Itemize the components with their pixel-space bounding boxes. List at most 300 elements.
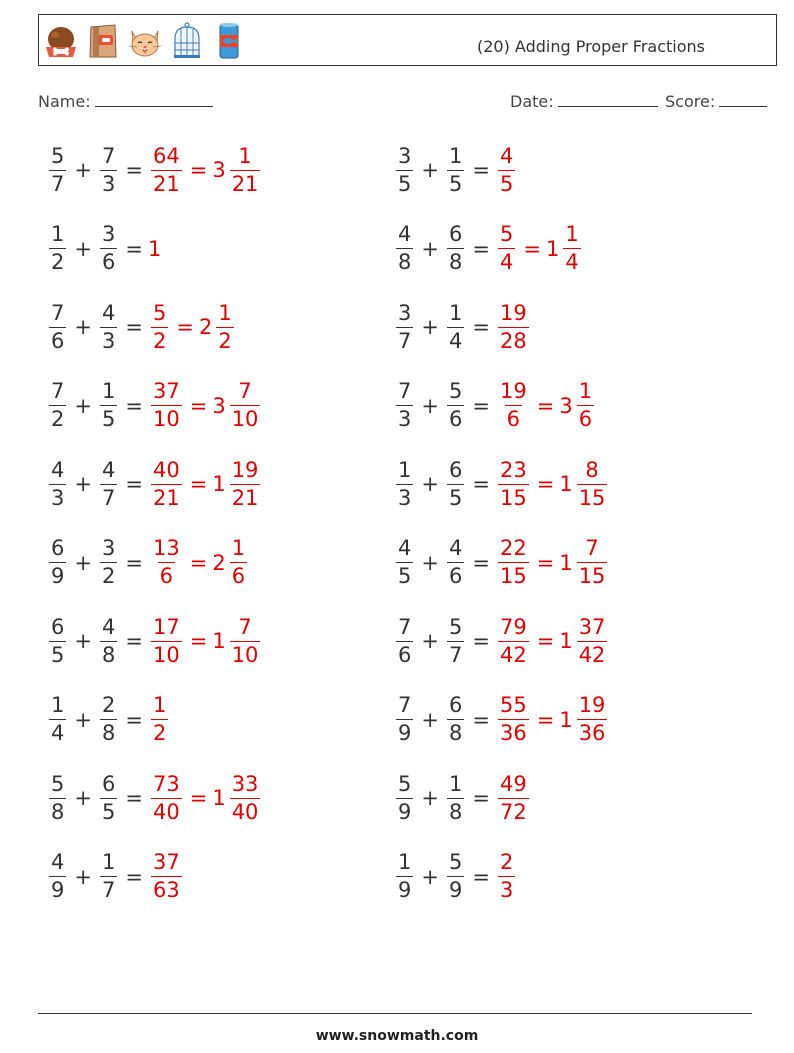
answer-fraction-denominator: 42 (499, 642, 527, 667)
equals-sign: = (125, 786, 143, 810)
answer-fraction-numerator: 55 (499, 693, 527, 717)
plus-sign: + (74, 158, 92, 182)
addend-fraction (396, 614, 413, 667)
answer-fraction (151, 852, 182, 901)
mixed-fraction-denominator: 36 (578, 721, 606, 745)
answer-fraction (151, 695, 168, 744)
answer-fraction-denominator: 10 (152, 407, 180, 431)
equals-sign: = (472, 393, 490, 418)
date-label: Date: (510, 92, 554, 111)
answer-fraction-denominator: 3 (499, 878, 514, 902)
addend-fraction-denominator: 8 (398, 250, 412, 274)
problem-item (46, 533, 250, 593)
addend-fraction-denominator: 7 (448, 642, 463, 667)
problem-item (46, 847, 185, 907)
addend-fraction-denominator: 9 (398, 878, 412, 902)
addend-fraction (49, 852, 66, 901)
addend-fraction (49, 143, 66, 196)
answer-fraction (151, 771, 182, 824)
problem-item (46, 297, 237, 357)
addend-fraction-numerator: 4 (101, 614, 116, 639)
plus-sign: + (421, 707, 439, 732)
mixed-fraction-numerator: 1 (565, 222, 579, 246)
equals-sign: = (189, 158, 208, 182)
plus-sign: + (74, 707, 92, 732)
mixed-fraction-numerator: 1 (238, 143, 252, 168)
addend-fraction (100, 852, 117, 901)
addend-fraction-denominator: 3 (398, 407, 412, 431)
addend-fraction-denominator: 6 (51, 328, 65, 353)
addend-fraction (49, 224, 66, 273)
equals-sign: = (472, 315, 490, 339)
addend-fraction-numerator: 3 (398, 143, 412, 168)
problem-item (46, 454, 263, 514)
equals-sign: = (472, 158, 490, 182)
answer-fraction-denominator: 21 (152, 171, 180, 196)
answer-fraction-denominator: 36 (499, 721, 527, 745)
mixed-fraction-numerator: 19 (231, 457, 259, 482)
addend-fraction-denominator: 9 (398, 799, 412, 824)
addend-fraction-denominator: 8 (448, 250, 463, 274)
plus-sign: + (421, 472, 439, 496)
addend-fraction-numerator: 7 (398, 379, 412, 403)
answer-fraction-denominator: 6 (506, 407, 521, 431)
mixed-fraction (230, 538, 247, 587)
addend-fraction-numerator: 6 (448, 693, 463, 717)
mixed-fraction-numerator: 7 (238, 379, 252, 403)
mixed-whole: 1 (212, 472, 226, 496)
plus-sign: + (421, 864, 439, 889)
addend-fraction (447, 852, 464, 901)
answer (148, 457, 263, 510)
answer-fraction-numerator: 23 (499, 457, 527, 482)
addend-fraction (396, 381, 413, 430)
answer-fraction-denominator: 10 (152, 642, 180, 667)
addend-fraction-numerator: 1 (448, 300, 463, 325)
answer-fraction-numerator: 2 (499, 850, 514, 874)
mixed-whole: 1 (559, 707, 573, 732)
answer-fraction-numerator: 73 (152, 771, 180, 796)
addend-fraction (49, 695, 66, 744)
equals-sign: = (189, 393, 208, 418)
answer-fraction (151, 300, 168, 353)
addend-fraction-numerator: 4 (101, 300, 116, 325)
mixed-fraction-denominator: 10 (231, 407, 259, 431)
mixed-fraction (230, 381, 261, 430)
problem-item (393, 376, 597, 436)
score-label: Score: (665, 92, 716, 111)
addend-fraction (447, 457, 464, 510)
addend-fraction (396, 457, 413, 510)
cat-face-icon (127, 21, 163, 61)
answer-fraction (498, 614, 529, 667)
addend-fraction-denominator: 8 (448, 721, 463, 745)
addend-fraction-numerator: 4 (51, 850, 65, 874)
answer-fraction (151, 614, 182, 667)
addend-fraction (100, 614, 117, 667)
addend-fraction-denominator: 2 (51, 250, 65, 274)
addend-fraction-numerator: 1 (448, 143, 463, 168)
problem-item (46, 690, 171, 750)
addend-fraction-denominator: 5 (398, 171, 412, 196)
addend-fraction-denominator: 6 (398, 642, 412, 667)
mixed-fraction (216, 300, 233, 353)
answer-fraction-numerator: 13 (152, 536, 180, 560)
addend-fraction (49, 300, 66, 353)
addend-fraction-numerator: 6 (101, 771, 116, 796)
addend-fraction (100, 538, 117, 587)
answer-fraction-numerator: 79 (499, 614, 527, 639)
answer-fraction (498, 852, 515, 901)
equals-sign: = (125, 550, 143, 575)
problem-item (393, 454, 610, 514)
equals-sign: = (536, 472, 555, 496)
equals-sign: = (189, 786, 208, 810)
problem-item (393, 140, 518, 200)
answer (495, 771, 532, 824)
addend-fraction-denominator: 3 (101, 328, 116, 353)
addend-fraction-numerator: 6 (448, 222, 463, 246)
answer-fraction-numerator: 5 (152, 300, 167, 325)
addend-fraction-numerator: 5 (398, 771, 412, 796)
problem-item (393, 611, 610, 671)
mixed-fraction-denominator: 2 (218, 328, 232, 353)
addend-fraction (100, 695, 117, 744)
problem-item (393, 768, 532, 828)
equals-sign: = (125, 629, 143, 653)
addend-fraction-numerator: 7 (398, 614, 412, 639)
addend-fraction-numerator: 7 (51, 300, 65, 325)
plus-sign: + (74, 236, 92, 261)
mixed-whole: 2 (212, 550, 226, 575)
problem-item (46, 768, 263, 828)
bird-cage-icon (169, 21, 205, 61)
plus-sign: + (74, 315, 92, 339)
fish-food-can-icon (211, 21, 247, 61)
problem-item (393, 690, 610, 750)
answer-fraction (151, 381, 182, 430)
mixed-fraction-denominator: 15 (578, 564, 606, 588)
answer (148, 852, 185, 901)
addend-fraction-denominator: 6 (448, 407, 463, 431)
answer (495, 381, 597, 430)
answer (495, 457, 610, 510)
answer-fraction-numerator: 17 (152, 614, 180, 639)
score-blank[interactable] (719, 92, 767, 107)
mixed-fraction-numerator: 7 (238, 614, 252, 639)
addend-fraction-numerator: 4 (101, 457, 116, 482)
plus-sign: + (421, 393, 439, 418)
answer (495, 852, 518, 901)
addend-fraction (447, 695, 464, 744)
addend-fraction-numerator: 6 (51, 536, 65, 560)
worksheet-title: (20) Adding Proper Fractions (477, 37, 705, 56)
answer-fraction (498, 538, 529, 587)
answer-fraction-numerator: 1 (152, 693, 167, 717)
mixed-fraction-numerator: 1 (218, 300, 232, 325)
equals-sign: = (189, 472, 208, 496)
answer-fraction-numerator: 22 (499, 536, 527, 560)
answer-fraction-denominator: 4 (499, 250, 514, 274)
addend-fraction-denominator: 5 (101, 799, 116, 824)
mixed-fraction-denominator: 21 (231, 485, 259, 510)
addend-fraction (100, 300, 117, 353)
addend-fraction-numerator: 5 (448, 614, 463, 639)
addend-fraction-denominator: 6 (448, 564, 463, 588)
addend-fraction-denominator: 8 (51, 799, 65, 824)
name-label: Name: (38, 92, 91, 111)
equals-sign: = (472, 472, 490, 496)
addend-fraction-numerator: 5 (448, 850, 463, 874)
addend-fraction-denominator: 7 (51, 171, 65, 196)
addend-fraction-numerator: 6 (51, 614, 65, 639)
answer-fraction-denominator: 63 (152, 878, 180, 902)
mixed-fraction-denominator: 10 (231, 642, 259, 667)
plus-sign: + (421, 236, 439, 261)
addend-fraction-denominator: 2 (101, 564, 116, 588)
header-icons (43, 19, 247, 63)
addend-fraction (447, 538, 464, 587)
mixed-fraction-numerator: 1 (231, 536, 246, 560)
mixed-fraction (577, 538, 608, 587)
addend-fraction-denominator: 5 (51, 642, 65, 667)
addend-fraction-denominator: 3 (398, 485, 412, 510)
answer (148, 538, 250, 587)
addend-fraction-numerator: 5 (448, 379, 463, 403)
dog-food-bowl-icon (43, 21, 79, 61)
addend-fraction-denominator: 8 (448, 799, 463, 824)
addend-fraction-denominator: 4 (51, 721, 65, 745)
answer-fraction (498, 143, 515, 196)
equals-sign: = (472, 707, 490, 732)
addend-fraction-denominator: 7 (101, 878, 116, 902)
plus-sign: + (74, 786, 92, 810)
footer-divider (38, 1013, 752, 1014)
answer-fraction-denominator: 21 (152, 485, 180, 510)
name-blank[interactable] (95, 92, 213, 107)
equals-sign: = (125, 236, 143, 261)
addend-fraction (447, 614, 464, 667)
addend-fraction (396, 300, 413, 353)
addend-fraction (396, 538, 413, 587)
plus-sign: + (421, 786, 439, 810)
addend-fraction-denominator: 7 (101, 485, 116, 510)
mixed-whole: 1 (559, 629, 573, 653)
score-field (665, 92, 767, 111)
addend-fraction (396, 143, 413, 196)
mixed-whole: 3 (559, 393, 573, 418)
answer-fraction (498, 381, 529, 430)
addend-fraction (447, 224, 464, 273)
addend-fraction-denominator: 3 (101, 171, 116, 196)
answer (495, 695, 610, 744)
mixed-fraction-denominator: 4 (565, 250, 579, 274)
mixed-fraction-numerator: 33 (231, 771, 259, 796)
addend-fraction-numerator: 1 (398, 457, 412, 482)
mixed-fraction-numerator: 1 (578, 379, 593, 403)
equals-sign: = (472, 786, 490, 810)
answer-fraction-denominator: 2 (152, 721, 167, 745)
problem-item (393, 219, 584, 279)
equals-sign: = (472, 236, 490, 261)
addend-fraction (447, 771, 464, 824)
addend-fraction (49, 457, 66, 510)
mixed-fraction-numerator: 7 (585, 536, 599, 560)
addend-fraction (100, 457, 117, 510)
plus-sign: + (421, 629, 439, 653)
date-field (510, 92, 658, 111)
answer-fraction-denominator: 6 (159, 564, 174, 588)
addend-fraction-numerator: 7 (51, 379, 65, 403)
answer-fraction-denominator: 72 (499, 799, 527, 824)
equals-sign: = (125, 707, 143, 732)
answer-fraction-numerator: 19 (499, 379, 527, 403)
addend-fraction-numerator: 4 (51, 457, 65, 482)
answer-fraction-denominator: 2 (152, 328, 167, 353)
equals-sign: = (536, 550, 555, 575)
equals-sign: = (536, 707, 555, 732)
footer-url: www.snowmath.com (315, 1028, 479, 1044)
addend-fraction-denominator: 8 (101, 642, 116, 667)
plus-sign: + (421, 315, 439, 339)
addend-fraction-numerator: 1 (448, 771, 463, 796)
equals-sign: = (189, 550, 208, 575)
addend-fraction-denominator: 6 (101, 250, 116, 274)
equals-sign: = (189, 629, 208, 653)
equals-sign: = (125, 393, 143, 418)
addend-fraction (100, 143, 117, 196)
addend-fraction-denominator: 3 (51, 485, 65, 510)
addend-fraction-denominator: 9 (51, 564, 65, 588)
answer-fraction-numerator: 37 (152, 850, 180, 874)
mixed-fraction (577, 457, 608, 510)
answer-fraction-denominator: 40 (152, 799, 180, 824)
addend-fraction-denominator: 8 (101, 721, 116, 745)
plus-sign: + (421, 158, 439, 182)
mixed-whole: 2 (198, 315, 213, 339)
addend-fraction-denominator: 4 (448, 328, 463, 353)
addend-fraction (49, 771, 66, 824)
answer (495, 143, 518, 196)
addend-fraction-numerator: 7 (398, 693, 412, 717)
answer (148, 614, 263, 667)
addend-fraction-numerator: 1 (101, 379, 116, 403)
mixed-fraction-numerator: 8 (585, 457, 599, 482)
mixed-fraction (230, 143, 261, 196)
addend-fraction-numerator: 1 (51, 222, 65, 246)
equals-sign: = (472, 864, 490, 889)
mixed-whole: 1 (559, 472, 573, 496)
addend-fraction-denominator: 5 (448, 485, 463, 510)
answer-fraction-numerator: 5 (499, 222, 514, 246)
worksheet-header (38, 14, 777, 66)
addend-fraction-denominator: 9 (51, 878, 65, 902)
mixed-fraction-denominator: 6 (231, 564, 246, 588)
equals-sign: = (125, 315, 143, 339)
equals-sign: = (523, 236, 541, 261)
addend-fraction (49, 381, 66, 430)
addend-fraction (49, 614, 66, 667)
mixed-fraction (577, 614, 608, 667)
problem-item (46, 611, 263, 671)
name-field (38, 92, 213, 111)
problem-item (46, 140, 263, 200)
addend-fraction (100, 771, 117, 824)
addend-fraction-denominator: 5 (448, 171, 463, 196)
equals-sign: = (536, 629, 555, 653)
addend-fraction-numerator: 5 (51, 143, 65, 168)
equals-sign: = (125, 864, 143, 889)
equals-sign: = (176, 315, 194, 339)
answer-fraction-denominator: 15 (499, 564, 527, 588)
addend-fraction (396, 695, 413, 744)
problem-item (393, 847, 518, 907)
addend-fraction-numerator: 3 (398, 300, 412, 325)
addend-fraction-numerator: 7 (101, 143, 116, 168)
addend-fraction (447, 381, 464, 430)
answer (148, 300, 237, 353)
mixed-fraction-numerator: 37 (578, 614, 606, 639)
plus-sign: + (74, 393, 92, 418)
addend-fraction-numerator: 3 (101, 222, 116, 246)
addend-fraction-numerator: 4 (448, 536, 463, 560)
addend-fraction (396, 771, 413, 824)
addend-fraction-numerator: 1 (101, 850, 116, 874)
answer-fraction (498, 695, 529, 744)
addend-fraction-denominator: 9 (448, 878, 463, 902)
mixed-fraction-denominator: 6 (578, 407, 593, 431)
equals-sign: = (472, 629, 490, 653)
problem-item (46, 219, 162, 279)
addend-fraction-numerator: 2 (101, 693, 116, 717)
mixed-fraction-denominator: 42 (578, 642, 606, 667)
equals-sign: = (536, 393, 555, 418)
mixed-fraction-denominator: 40 (231, 799, 259, 824)
addend-fraction-numerator: 6 (448, 457, 463, 482)
mixed-whole: 1 (212, 786, 226, 810)
addend-fraction-denominator: 2 (51, 407, 65, 431)
addend-fraction-numerator: 4 (398, 536, 412, 560)
problem-item (393, 533, 610, 593)
equals-sign: = (125, 472, 143, 496)
plus-sign: + (421, 550, 439, 575)
addend-fraction-numerator: 3 (101, 536, 116, 560)
addend-fraction (396, 852, 413, 901)
mixed-whole: 1 (559, 550, 573, 575)
answer (495, 224, 584, 273)
addend-fraction (447, 300, 464, 353)
mixed-fraction-denominator: 21 (231, 171, 259, 196)
answer-fraction-numerator: 19 (499, 300, 527, 325)
answer (148, 695, 171, 744)
date-blank[interactable] (558, 92, 658, 107)
answer (495, 538, 610, 587)
mixed-fraction (230, 457, 261, 510)
answer (148, 381, 263, 430)
addend-fraction (49, 538, 66, 587)
addend-fraction-numerator: 1 (51, 693, 65, 717)
answer-fraction-numerator: 40 (152, 457, 180, 482)
answer (148, 143, 263, 196)
answer-fraction-numerator: 37 (152, 379, 180, 403)
answer-fraction (498, 771, 529, 824)
addend-fraction-denominator: 7 (398, 328, 412, 353)
plus-sign: + (74, 629, 92, 653)
plus-sign: + (74, 550, 92, 575)
answer-fraction (151, 538, 182, 587)
answer (148, 237, 162, 261)
answer-fraction (498, 457, 529, 510)
